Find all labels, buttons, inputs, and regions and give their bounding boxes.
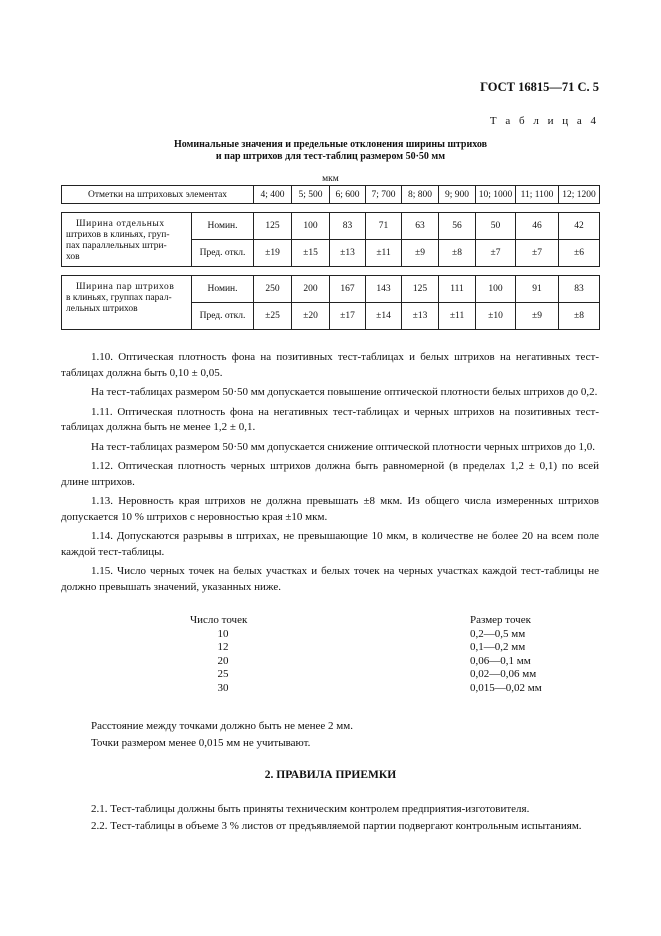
table-units: мкм [322, 174, 339, 184]
points-size: 0,02—0,06 мм [470, 668, 537, 680]
header-first-cell: Отметки на штриховых элементах [62, 186, 254, 204]
table-cell: 100 [292, 213, 330, 240]
column-header: 4; 400 [254, 186, 292, 204]
table-cell: ±6 [559, 240, 600, 267]
table-cell: 83 [559, 276, 600, 303]
table-cell: 71 [366, 213, 402, 240]
row-label: Пред. откл. [192, 303, 254, 330]
table-cell: 63 [402, 213, 439, 240]
table-cell: ±25 [254, 303, 292, 330]
table-cell: 125 [402, 276, 439, 303]
table-cell: 111 [439, 276, 476, 303]
column-header: 8; 800 [402, 186, 439, 204]
table-cell: 56 [439, 213, 476, 240]
table-header-row [62, 186, 600, 204]
points-size: 0,2—0,5 мм [470, 627, 526, 640]
body-text [61, 350, 599, 595]
section-title: 2. ПРАВИЛА ПРИЕМКИ [264, 769, 397, 781]
description-line: лельных штрихов [66, 304, 138, 314]
points-count: 10 [217, 627, 229, 640]
table-cell: 250 [254, 276, 292, 303]
column-header: 5; 500 [292, 186, 330, 204]
paragraph: 1.15. Число черных точек на белых участках и белых точек на черных участках каждой тест-таблицы не должно превышать значений, указанных ниже. [61, 565, 599, 593]
table-cell: ±8 [439, 240, 476, 267]
row-label: Номин. [192, 276, 254, 303]
description-line: Ширина пар штрихов [76, 282, 175, 292]
spacer-cell [62, 267, 600, 276]
column-header: 10; 1000 [476, 186, 516, 204]
table-cell: 91 [516, 276, 559, 303]
paragraph: 1.10. Оптическая плотность фона на позитивных тест-таблицах и белых штрихов на негативных тест-таблицах должна быть 0,10 ± 0,05. [61, 351, 599, 379]
page-header: ГОСТ 16815—71 С. 5 [480, 80, 599, 94]
points-size: 0,015—0,02 мм [470, 681, 542, 694]
table-cell: ±11 [439, 303, 476, 330]
group-description [62, 213, 192, 267]
column-header: 12; 1200 [559, 186, 600, 204]
paragraph: Расстояние между точками должно быть не менее 2 мм. [91, 720, 353, 732]
paragraph: На тест-таблицах размером 50·50 мм допускается снижение оптической плотности черных штрихов до 1,0. [91, 440, 595, 453]
data-table [61, 185, 600, 330]
points-size: 0,06—0,1 мм [470, 654, 531, 667]
column-header: 11; 1100 [516, 186, 559, 204]
points-size-column [470, 614, 570, 695]
table-cell: ±9 [402, 240, 439, 267]
table-cell: ±8 [559, 303, 600, 330]
table-spacer-row [62, 267, 600, 276]
description-line: в клиньях, группах парал- [66, 293, 172, 303]
paragraph: 1.11. Оптическая плотность фона на негативных тест-таблицах и черных штрихов на позитивных тест-таблицах должна быть не менее 1,2 ± 0,1. [61, 405, 599, 433]
table-cell: ±7 [516, 240, 559, 267]
paragraph: 1.12. Оптическая плотность черных штрихов должна быть равномерной (в пределах 1,2 ± 0,1) по всей длине штрихов. [61, 460, 599, 488]
group-description [62, 276, 192, 330]
points-size-header: Размер точек [470, 614, 531, 626]
description-line: хов [66, 252, 80, 262]
table-row [62, 276, 600, 303]
table-cell: ±19 [254, 240, 292, 267]
points-size: 0,1—0,2 мм [470, 641, 526, 653]
table-spacer-row [62, 204, 600, 213]
table-cell: 167 [330, 276, 366, 303]
table-cell: 143 [366, 276, 402, 303]
table-cell: 50 [476, 213, 516, 240]
paragraph: 2.2. Тест-таблицы в объеме 3 % листов от предъявляемой партии подвергают контрольным испытаниям. [91, 819, 582, 832]
description-line: пах параллельных штри- [66, 241, 167, 251]
row-label: Пред. откл. [192, 240, 254, 267]
description-line: Ширина отдельных [76, 219, 165, 229]
table-cell: 200 [292, 276, 330, 303]
row-label: Номин. [192, 213, 254, 240]
table-label: Т а б л и ц а 4 [489, 115, 599, 127]
paragraph: 1.14. Допускаются разрывы в штрихах, не превышающие 10 мкм, в количестве не более 20 на всем поле каждой тест-таблицы. [61, 530, 599, 558]
table-cell: ±17 [330, 303, 366, 330]
table-title-line1: Номинальные значения и предельные отклонения ширины штрихов [173, 139, 488, 150]
spacer-cell [62, 204, 600, 213]
points-count: 20 [217, 654, 229, 667]
table-cell: ±9 [516, 303, 559, 330]
table-row [62, 213, 600, 240]
table-cell: ±7 [476, 240, 516, 267]
points-count-column [190, 614, 260, 695]
table-cell: ±13 [330, 240, 366, 267]
column-header: 7; 700 [366, 186, 402, 204]
paragraph: На тест-таблицах размером 50·50 мм допускается повышение оптической плотности белых штрихов до 0,2. [91, 386, 598, 398]
table-cell: 83 [330, 213, 366, 240]
table-cell: ±11 [366, 240, 402, 267]
section-body [61, 801, 599, 834]
table-cell: 100 [476, 276, 516, 303]
paragraph: Точки размером менее 0,015 мм не учитывают. [91, 737, 311, 749]
table-cell: ±10 [476, 303, 516, 330]
table-cell: 46 [516, 213, 559, 240]
after-points-text [61, 718, 599, 752]
column-header: 9; 900 [439, 186, 476, 204]
table-cell: ±13 [402, 303, 439, 330]
paragraph: 1.13. Неровность края штрихов не должна превышать ±8 мкм. Из общего числа измеренных штрихов допускается 10 % штрихов с неровностью края ±10 мкм. [61, 495, 599, 523]
points-count: 25 [217, 668, 229, 680]
paragraph: 2.1. Тест-таблицы должны быть приняты техническим контролем предприятия-изготовителя. [91, 803, 530, 815]
table-title-line2: и пар штрихов для тест-таблиц размером 50·50 мм [215, 151, 446, 162]
column-header: 6; 600 [330, 186, 366, 204]
table-cell: 125 [254, 213, 292, 240]
table-cell: 42 [559, 213, 600, 240]
table-cell: ±15 [292, 240, 330, 267]
points-count: 12 [217, 641, 229, 653]
table-cell: ±20 [292, 303, 330, 330]
points-count-header: Число точек [190, 614, 248, 626]
table-title [0, 139, 661, 163]
description-line: штрихов в клиньях, груп- [66, 230, 170, 240]
table-cell: ±14 [366, 303, 402, 330]
points-count: 30 [217, 681, 229, 694]
